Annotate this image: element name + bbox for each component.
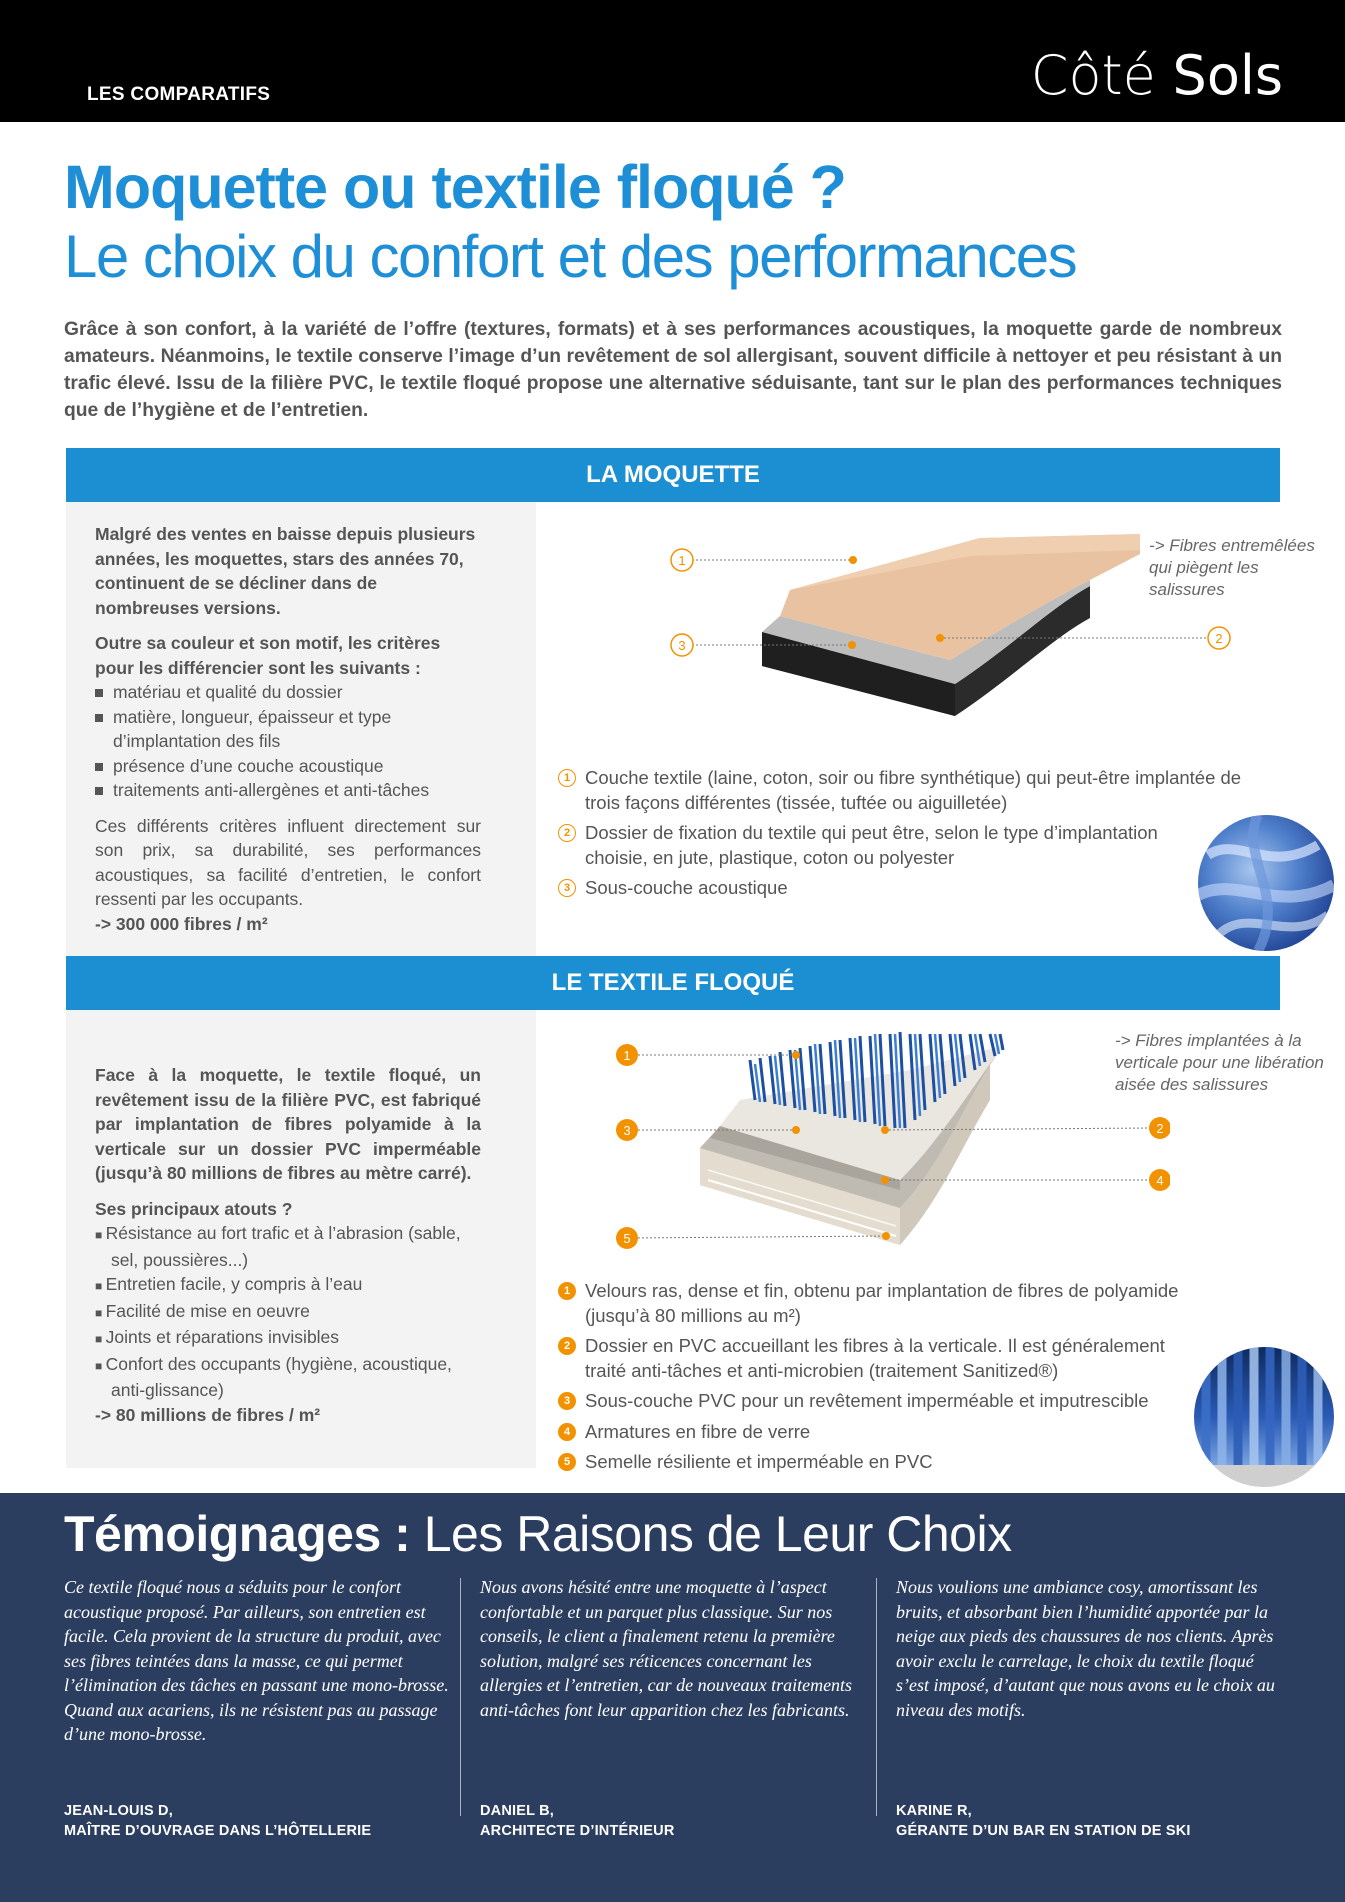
textile-bullet: ■ Résistance au fort trafic et à l’abrasion (sable, sel, poussières...): [95, 1221, 481, 1272]
svg-text:1: 1: [623, 1048, 631, 1063]
legend-item: 1 Couche textile (laine, coton, soir ou fibre synthétique) qui peut-être implantée de trois façons différentes (tissée, tuftée ou aiguilletée): [558, 766, 1258, 815]
moquette-bullet: présence d’une couche acoustique: [95, 754, 481, 779]
textile-note: -> Fibres implantées à la verticale pour une libération aisée des salissures: [1115, 1031, 1324, 1094]
textile-text: [95, 1063, 481, 1427]
column-divider: [876, 1578, 877, 1816]
textile-stat: -> 80 millions de fibres / m²: [95, 1404, 321, 1425]
testimonials-section: [0, 1493, 1345, 1902]
moquette-bullet: matériau et qualité du dossier: [95, 680, 481, 705]
legend-item: 2 Dossier de fixation du textile qui peut être, selon le type d’implantation choisie, en jute, plastique, coton ou polyester: [558, 821, 1198, 870]
moquette-bullet: traitements anti-allergènes et anti-tâches: [95, 778, 481, 803]
textile-p2: Ses principaux atouts ?: [95, 1198, 293, 1219]
callout-5: [616, 1227, 638, 1249]
moquette-stat: -> 300 000 fibres / m²: [95, 913, 268, 934]
textile-bullet: ■ Facilité de mise en oeuvre: [95, 1299, 481, 1326]
moquette-p2: Outre sa couleur et son motif, les critères pour les différencier sont les suivants :: [95, 633, 441, 678]
legend-item: 4 Armatures en fibre de verre: [558, 1420, 1208, 1445]
section-bar-moquette: LA MOQUETTE: [66, 448, 1280, 502]
testimonial-author: DANIEL B, ARCHITECTE D’INTÉRIEUR: [480, 1803, 675, 1839]
legend-item: 5 Semelle résiliente et imperméable en PVC: [558, 1450, 1208, 1475]
page-title: Moquette ou textile floqué ?: [64, 153, 846, 221]
callout-1: [671, 549, 693, 571]
section-bar-textile: LE TEXTILE FLOQUÉ: [66, 956, 1280, 1010]
testimonial-quote: Nous voulions une ambiance cosy, amortissant les bruits, et absorbant bien l’humidité apportée par la neige aux pieds des chaussures de nos clients. Après avoir exclu le carrelage, le choix du textile floqué s’est imposé, d’autant que nous avons eu le choix au niveau des motifs.: [896, 1577, 1275, 1720]
moquette-note: -> Fibres entremêlées qui piègent les salissures: [1149, 536, 1315, 599]
textile-p1: Face à la moquette, le textile floqué, un revêtement issu de la filière PVC, est fabriqué par implantation de fibres polyamide à la verticale sur un dossier PVC imperméable (jusqu’à 80 millions de fibres au mètre carré).: [95, 1065, 481, 1183]
testimonial-author: JEAN-LOUIS D, MAÎTRE D’OUVRAGE DANS L’HÔTELLERIE: [64, 1803, 372, 1839]
moquette-fiber-closeup-image: [1198, 815, 1334, 951]
callout-3: [671, 634, 693, 656]
testimonials-heading: Témoignages : Les Raisons de Leur Choix: [64, 1506, 1012, 1562]
textile-bullet: ■ Confort des occupants (hygiène, acoustique, anti-glissance): [95, 1352, 481, 1403]
svg-text:1: 1: [678, 553, 686, 568]
textile-legend: [558, 1279, 1208, 1481]
svg-text:3: 3: [678, 638, 686, 653]
testimonial-quote: Ce textile floqué nous a séduits pour le confort acoustique proposé. Par ailleurs, son entretien est facile. Cela provient de la structure du produit, avec ses fibres teintées dans la masse, ce qui permet l’élimination des tâches en passant une mono-brosse. Quand aux acariens, ils ne résistent pas au passage d’une mono-brosse.: [64, 1577, 449, 1744]
textile-layers-diagram: [610, 1030, 1170, 1260]
callout-1: [616, 1044, 638, 1066]
section-label: LES COMPARATIFS: [87, 84, 271, 105]
moquette-p3: Ces différents critères influent directement sur son prix, sa durabilité, ses performances acoustiques, sa facilité d’entretien, le confort ressenti par les occupants.: [95, 815, 481, 909]
page-subtitle: Le choix du confort et des performances: [64, 223, 1077, 290]
callout-2: [1149, 1117, 1170, 1139]
moquette-legend: [558, 766, 1258, 907]
top-banner: [0, 0, 1345, 122]
legend-item: 2 Dossier en PVC accueillant les fibres à la verticale. Il est généralement traité anti-tâches et anti-microbien (traitement Sanitized®): [558, 1334, 1208, 1383]
svg-text:2: 2: [1156, 1121, 1164, 1136]
textile-fiber-closeup-image: [1194, 1347, 1334, 1487]
callout-4: [1149, 1169, 1170, 1191]
svg-text:4: 4: [1156, 1173, 1164, 1188]
callout-3: [616, 1119, 638, 1141]
testimonial-quote: Nous avons hésité entre une moquette à l’aspect confortable et un parquet plus classique. Sur nos conseils, le client a finalement retenu la première solution, malgré ses réticences concernant les allergies et l’entretien, car de nouveaux traitements anti-tâches font leur apparition chez les fabricants.: [480, 1577, 853, 1720]
moquette-text: [95, 522, 481, 936]
moquette-bullet: matière, longueur, épaisseur et type d’implantation des fils: [95, 705, 481, 754]
legend-item: 3 Sous-couche acoustique: [558, 876, 1258, 901]
svg-text:3: 3: [623, 1123, 631, 1138]
legend-item: 3 Sous-couche PVC pour un revêtement imperméable et imputrescible: [558, 1389, 1208, 1414]
brand-logo: Côté Sols: [1030, 44, 1283, 107]
textile-bullet: ■ Joints et réparations invisibles: [95, 1325, 481, 1352]
column-divider: [460, 1578, 461, 1816]
moquette-p1: Malgré des ventes en baisse depuis plusieurs années, les moquettes, stars des années 70, continuent de se décliner dans de nombreuses versions.: [95, 524, 476, 618]
textile-bullet: ■ Entretien facile, y compris à l’eau: [95, 1272, 481, 1299]
svg-text:2: 2: [1215, 631, 1223, 646]
svg-text:5: 5: [623, 1231, 631, 1246]
legend-item: 1 Velours ras, dense et fin, obtenu par implantation de fibres de polyamide (jusqu’à 80 millions au m²): [558, 1279, 1208, 1328]
callout-2: [1208, 627, 1230, 649]
testimonial-author: KARINE R, GÉRANTE D’UN BAR EN STATION DE SKI: [896, 1803, 1191, 1839]
intro-paragraph: Grâce à son confort, à la variété de l’offre (textures, formats) et à ses performances acoustiques, la moquette garde de nombreux amateurs. Néanmoins, le textile conserve l’image d’un revêtement de sol allergisant, souvent difficile à nettoyer et peu résistant à un trafic élevé. Issu de la filière PVC, le textile floqué propose une alternative séduisante, tant sur le plan des performances techniques que de l’hygiène et de l’entretien.: [64, 319, 1282, 421]
